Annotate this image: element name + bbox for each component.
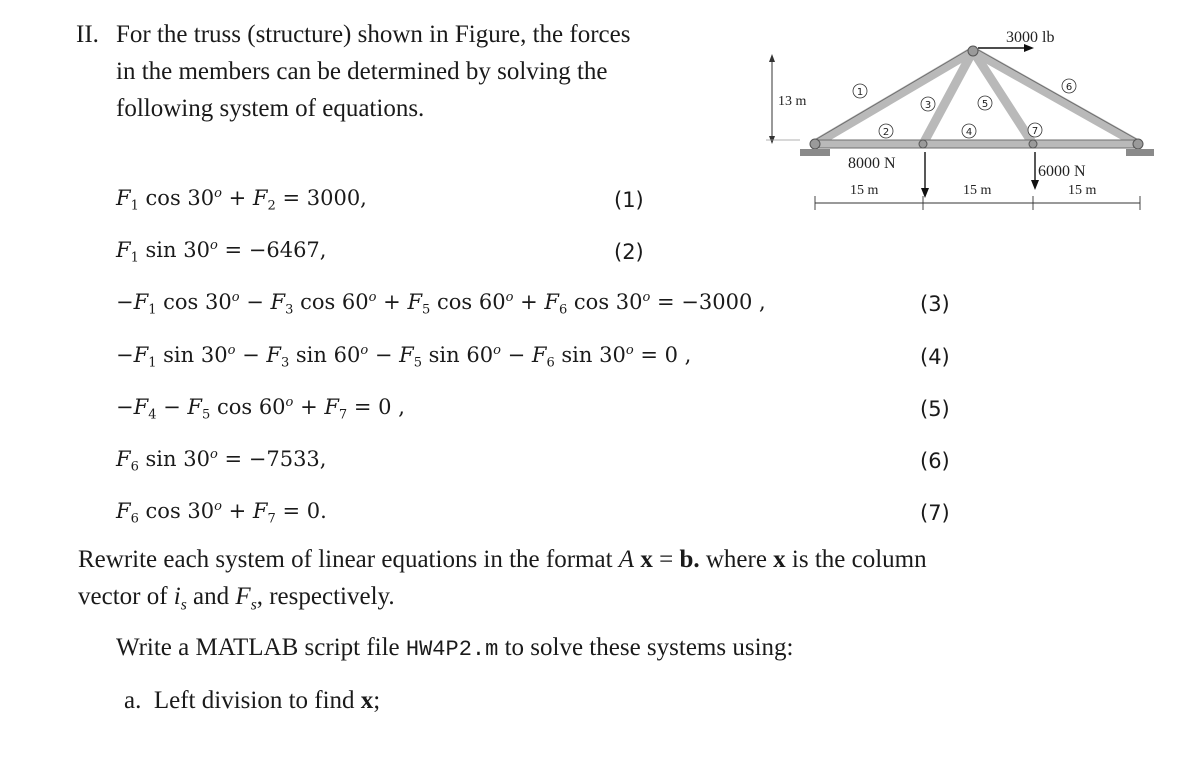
f-subscript: s (250, 596, 257, 614)
member-label-6: 6 (1065, 82, 1073, 93)
equation-7-rhs: 0. (306, 499, 327, 523)
equation-6-number: (6) (920, 449, 950, 473)
equation-1-number: (1) (614, 188, 644, 212)
equation-2: $F_1$ $\sin 30^o = -6467$, (116, 238, 327, 266)
item-a-label: a. (124, 687, 142, 714)
item-a (124, 687, 380, 715)
span-2-label: 15 m (963, 183, 992, 198)
equation-5-number: (5) (920, 397, 950, 421)
left-load-label: 8000 N (848, 155, 896, 172)
equation-2-rhs: −6467, (248, 238, 327, 262)
vector-symbol: x (640, 546, 653, 573)
rewrite-text-6: , respectively. (256, 583, 395, 610)
equation-2-number: (2) (614, 240, 644, 264)
rewrite-text-1: Rewrite each system of linear equations in the format (78, 546, 619, 573)
rhs-symbol: b. (679, 546, 700, 573)
equals-sign: = (659, 546, 674, 573)
truss-figure (760, 20, 1160, 220)
equation-6-rhs: −7533, (248, 447, 327, 471)
item-a-text: Left division to find (153, 687, 361, 714)
equation-6: $F_6$ $\sin 30^o = -7533$, (116, 447, 327, 475)
rewrite-text-2: where (699, 546, 774, 573)
f-symbol: F (235, 583, 251, 610)
top-load-label: 3000 lb (1006, 29, 1055, 46)
instruction-line (116, 634, 793, 662)
span-3-label: 15 m (1068, 183, 1097, 198)
equation-4: $-F_1$ $\sin 30^o - F_3$ $\sin 60^o - F_5$ $\sin 60^o - F_6$ $\sin 30^o = 0$ , (116, 343, 692, 371)
rewrite-line-2 (78, 583, 395, 614)
member-label-7: 7 (1031, 126, 1039, 137)
equation-7: $F_6$ $\cos 30^o + F_7 = 0$. (116, 499, 327, 527)
rewrite-text-3: is the column (785, 546, 927, 573)
equation-1-rhs: 3000, (306, 186, 367, 210)
question-line-3: following system of equations. (116, 95, 425, 122)
right-load-label: 6000 N (1038, 163, 1086, 180)
equation-1: $F_1$ $\cos 30^o + F_2 = 3000$, (116, 186, 367, 214)
i-subscript: s (180, 596, 187, 614)
height-label: 13 m (778, 94, 807, 109)
rewrite-line-1 (78, 546, 927, 574)
vector-symbol-2: x (773, 546, 786, 573)
equation-7-number: (7) (920, 501, 950, 525)
member-label-2: 2 (882, 127, 890, 138)
equation-3: $-F_1$ $\cos 30^o - F_3$ $\cos 60^o + F_5$ $\cos 60^o + F_6$ $\cos 30^o = -3000$ , (116, 290, 766, 318)
question-line-2: in the members can be determined by solving the (116, 58, 608, 85)
question-number: II. (76, 21, 99, 48)
equation-3-rhs: −3000 , (681, 290, 766, 314)
member-label-1: 1 (856, 87, 864, 98)
instruction-text-1: Write a MATLAB script file (116, 634, 406, 661)
span-1-label: 15 m (850, 183, 879, 198)
item-a-vector: x (360, 687, 374, 714)
matrix-symbol: A (618, 546, 635, 573)
rewrite-text-5: and (186, 583, 236, 610)
item-a-end: ; (373, 687, 381, 714)
member-label-3: 3 (924, 100, 932, 111)
script-filename: HW4P2.m (405, 637, 499, 662)
equation-4-number: (4) (920, 345, 950, 369)
question-line-1: For the truss (structure) shown in Figure, the forces (116, 21, 631, 48)
member-label-4: 4 (965, 127, 973, 138)
instruction-text-2: to solve these systems using: (498, 634, 794, 661)
equation-4-rhs: 0 , (664, 343, 692, 367)
member-label-5: 5 (981, 99, 989, 110)
i-symbol: i (173, 583, 181, 610)
equation-5: $-F_4 - F_5$ $\cos 60^o + F_7 = 0$ , (116, 395, 405, 423)
rewrite-text-4: vector of (78, 583, 174, 610)
equation-5-rhs: 0 , (378, 395, 405, 419)
equation-3-number: (3) (920, 292, 950, 316)
